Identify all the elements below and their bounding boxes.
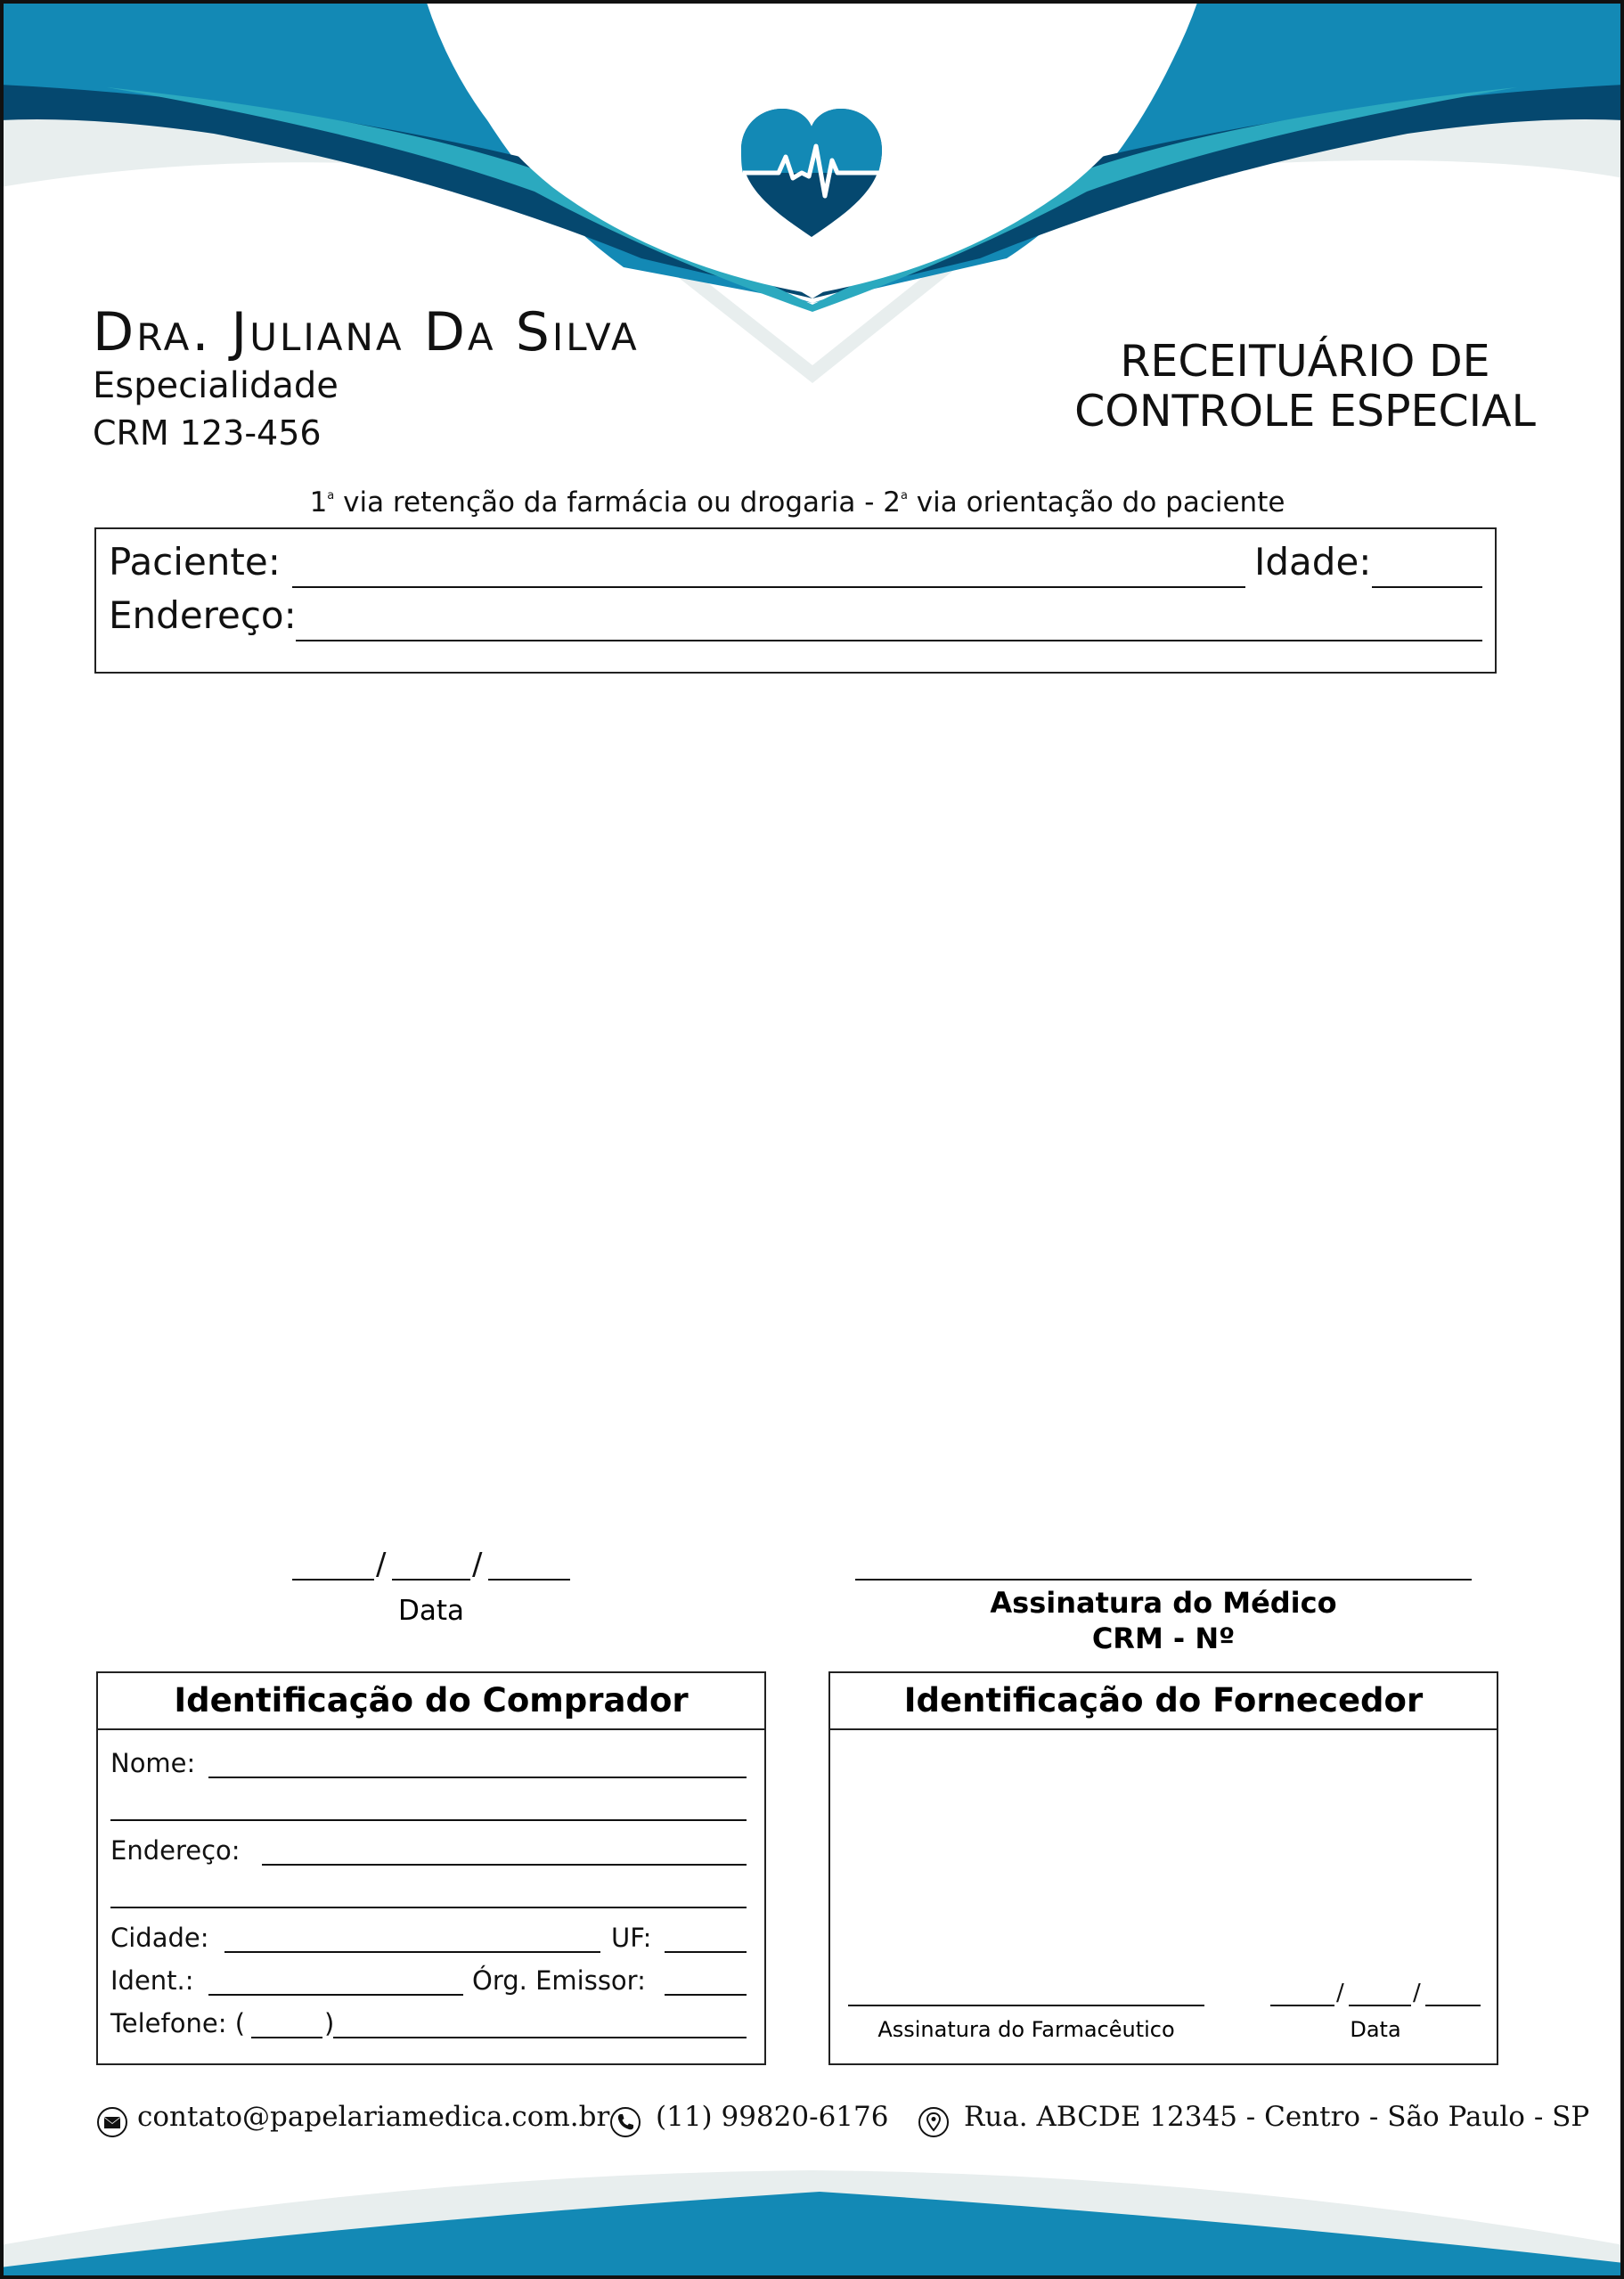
buyer-identification-box xyxy=(96,1671,766,2065)
buyer-address-field-2[interactable] xyxy=(110,1907,747,1908)
footer-phone[interactable]: (11) 99820-6176 xyxy=(656,2101,889,2133)
doctor-name: Dra. Juliana Da Silva xyxy=(93,301,640,363)
buyer-address-field[interactable] xyxy=(262,1864,747,1866)
doctor-crm: CRM 123-456 xyxy=(93,413,322,453)
footer-address: Rua. ABCDE 12345 - Centro - São Paulo - SP xyxy=(964,2101,1590,2133)
supplier-date-year-line xyxy=(1425,2005,1481,2006)
pharmacist-signature-field[interactable] xyxy=(848,2005,1204,2006)
supplier-date-slash-2: / xyxy=(1413,1980,1421,2006)
buyer-phone-field[interactable] xyxy=(333,2037,747,2038)
buyer-issuer-label: Órg. Emissor: xyxy=(472,1965,646,1996)
buyer-box-title: Identificação do Comprador xyxy=(98,1673,764,1730)
address-field[interactable] xyxy=(296,640,1482,641)
prescription-date-field[interactable] xyxy=(292,1547,570,1582)
date-slash-2: / xyxy=(472,1547,483,1582)
via-number-1: 1 xyxy=(309,486,328,519)
buyer-city-field[interactable] xyxy=(224,1951,600,1953)
copy-retention-note xyxy=(0,486,1595,519)
age-label: Idade: xyxy=(1254,540,1372,584)
prescription-title-line2: CONTROLE ESPECIAL xyxy=(1074,386,1536,437)
supplier-date-slash-1: / xyxy=(1336,1980,1344,2006)
buyer-id-label: Ident.: xyxy=(110,1965,194,1996)
date-day-line xyxy=(292,1579,374,1581)
phone-icon xyxy=(609,2106,641,2138)
patient-label: Paciente: xyxy=(109,540,281,584)
supplier-identification-box xyxy=(828,1671,1498,2065)
address-label: Endereço: xyxy=(109,593,297,637)
buyer-name-field[interactable] xyxy=(208,1777,747,1778)
location-pin-icon xyxy=(918,2106,950,2138)
date-slash-1: / xyxy=(376,1547,387,1582)
buyer-phone-label: Telefone: ( xyxy=(110,2008,246,2038)
via-text-2: via orientação do paciente xyxy=(907,486,1285,519)
buyer-phone-area-field[interactable] xyxy=(251,2037,322,2038)
buyer-issuer-field[interactable] xyxy=(665,1994,747,1996)
buyer-phone-close: ) xyxy=(324,2008,335,2038)
buyer-name-field-2[interactable] xyxy=(110,1819,747,1821)
supplier-date-day-line xyxy=(1270,2005,1334,2006)
prescription-title xyxy=(1051,337,1559,437)
age-field[interactable] xyxy=(1372,586,1482,588)
supplier-date-field[interactable] xyxy=(1270,1978,1481,2006)
ordinal-2: a xyxy=(900,489,908,502)
patient-name-field[interactable] xyxy=(292,586,1245,588)
date-year-line xyxy=(488,1579,570,1581)
buyer-name-label: Nome: xyxy=(110,1748,196,1778)
footer-email[interactable]: contato@papelariamedica.com.br xyxy=(137,2101,610,2133)
heart-pulse-icon xyxy=(739,107,884,239)
buyer-city-label: Cidade: xyxy=(110,1923,209,1953)
doctor-signature-line[interactable] xyxy=(855,1579,1472,1581)
prescription-title-line1: RECEITUÁRIO DE xyxy=(1120,336,1490,387)
doctor-specialty: Especialidade xyxy=(93,365,339,406)
buyer-id-field[interactable] xyxy=(208,1994,463,1996)
buyer-uf-label: UF: xyxy=(611,1923,652,1953)
ordinal-1: a xyxy=(327,489,335,502)
doctor-signature-label: Assinatura do Médico xyxy=(990,1586,1337,1620)
buyer-address-label: Endereço: xyxy=(110,1835,241,1866)
supplier-date-label: Data xyxy=(1350,2017,1401,2042)
date-month-line xyxy=(392,1579,470,1581)
via-text-1: via retenção da farmácia ou drogaria - 2 xyxy=(334,486,901,519)
envelope-icon xyxy=(96,2106,128,2138)
supplier-box-title: Identificação do Fornecedor xyxy=(830,1673,1497,1730)
buyer-uf-field[interactable] xyxy=(665,1951,747,1953)
pharmacist-signature-label: Assinatura do Farmacêutico xyxy=(877,2017,1175,2042)
doctor-crm-label: CRM - Nº xyxy=(1091,1621,1236,1655)
patient-info-box xyxy=(94,527,1497,674)
supplier-date-month-line xyxy=(1349,2005,1411,2006)
date-label: Data xyxy=(397,1595,465,1627)
